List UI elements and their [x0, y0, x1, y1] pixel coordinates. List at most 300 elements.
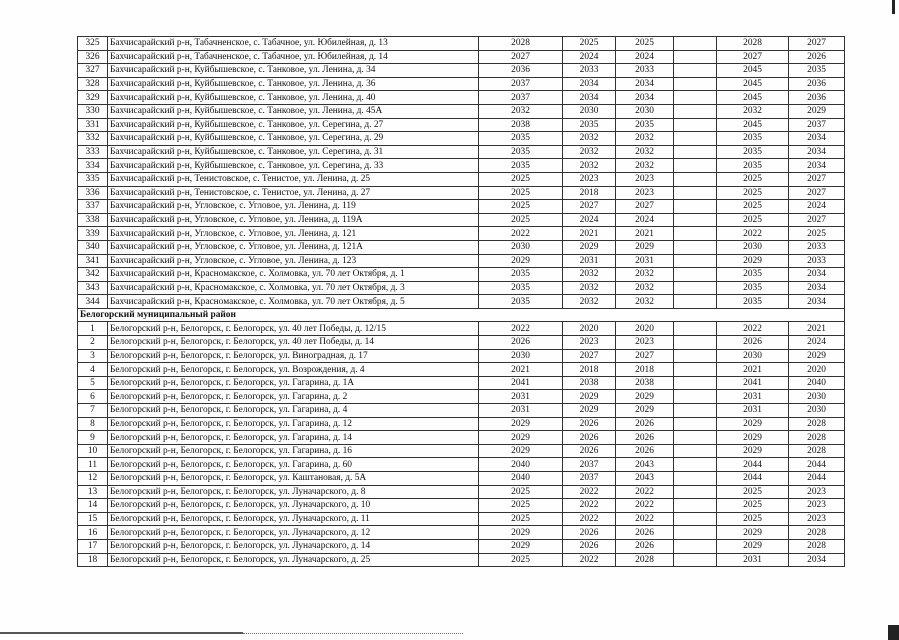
cell-y1: 2037	[479, 91, 563, 105]
table-row	[78, 485, 845, 499]
cell-num: 2	[78, 336, 108, 350]
cell-y3: 2025	[616, 37, 674, 51]
cell-y5: 2035	[717, 159, 789, 173]
cell-y2: 2033	[563, 64, 616, 78]
cell-addr: Бахчисарайский р-н, Куйбышевское, с. Танковое, ул. Серегина, д. 29	[108, 132, 479, 146]
cell-y5: 2035	[717, 281, 789, 295]
cell-y6: 2034	[789, 132, 845, 146]
cell-y2: 2024	[563, 213, 616, 227]
cell-y5: 2045	[717, 64, 789, 78]
scan-bottom-dots	[243, 633, 463, 634]
cell-num: 325	[78, 37, 108, 51]
cell-num: 327	[78, 64, 108, 78]
cell-num: 338	[78, 213, 108, 227]
cell-y6: 2040	[789, 376, 845, 390]
cell-num: 7	[78, 404, 108, 418]
cell-y5: 2029	[717, 526, 789, 540]
cell-y3: 2024	[616, 213, 674, 227]
cell-y3: 2029	[616, 404, 674, 418]
cell-y5: 2022	[717, 322, 789, 336]
cell-y5: 2029	[717, 431, 789, 445]
table-row	[78, 472, 845, 486]
cell-y5: 2029	[717, 539, 789, 553]
cell-y4	[674, 512, 717, 526]
cell-y5: 2025	[717, 485, 789, 499]
scan-bottom-line	[0, 632, 243, 634]
cell-y4	[674, 499, 717, 513]
cell-y4	[674, 322, 717, 336]
cell-y6: 2028	[789, 444, 845, 458]
cell-y2: 2021	[563, 227, 616, 241]
cell-y2: 2029	[563, 240, 616, 254]
cell-y1: 2031	[479, 390, 563, 404]
cell-y5: 2021	[717, 363, 789, 377]
cell-y6: 2034	[789, 145, 845, 159]
cell-y4	[674, 159, 717, 173]
cell-y2: 2037	[563, 458, 616, 472]
cell-num: 10	[78, 444, 108, 458]
table-row	[78, 268, 845, 282]
cell-y1: 2026	[479, 336, 563, 350]
cell-y1: 2030	[479, 240, 563, 254]
cell-num: 343	[78, 281, 108, 295]
cell-y6: 2023	[789, 485, 845, 499]
cell-num: 3	[78, 349, 108, 363]
cell-y6: 2029	[789, 104, 845, 118]
cell-y2: 2025	[563, 37, 616, 51]
cell-addr: Бахчисарайский р-н, Тенистовское, с. Тенистое, ул. Ленина, д. 27	[108, 186, 479, 200]
table-row	[78, 37, 845, 51]
cell-addr: Белогорский р-н, Белогорск, г. Белогорск, ул. Гагарина, д. 60	[108, 458, 479, 472]
cell-y4	[674, 431, 717, 445]
section-header-row	[78, 308, 845, 322]
cell-addr: Бахчисарайский р-н, Куйбышевское, с. Танковое, ул. Серегина, д. 27	[108, 118, 479, 132]
cell-y2: 2022	[563, 499, 616, 513]
cell-addr: Белогорский р-н, Белогорск, г. Белогорск, ул. Каштановая, д. 5А	[108, 472, 479, 486]
cell-num: 340	[78, 240, 108, 254]
table-row	[78, 240, 845, 254]
cell-y2: 2022	[563, 512, 616, 526]
cell-y6: 2033	[789, 254, 845, 268]
table-row	[78, 336, 845, 350]
cell-y5: 2030	[717, 240, 789, 254]
cell-y1: 2035	[479, 132, 563, 146]
cell-y4	[674, 539, 717, 553]
cell-addr: Бахчисарайский р-н, Куйбышевское, с. Танковое, ул. Серегина, д. 33	[108, 159, 479, 173]
cell-y5: 2045	[717, 77, 789, 91]
cell-y3: 2026	[616, 526, 674, 540]
cell-y3: 2029	[616, 390, 674, 404]
cell-y6: 2023	[789, 512, 845, 526]
cell-y4	[674, 118, 717, 132]
cell-y3: 2029	[616, 240, 674, 254]
cell-y4	[674, 50, 717, 64]
table-row	[78, 254, 845, 268]
cell-y5: 2035	[717, 132, 789, 146]
table-row	[78, 200, 845, 214]
cell-y6: 2026	[789, 50, 845, 64]
table-row	[78, 349, 845, 363]
cell-y4	[674, 91, 717, 105]
cell-y1: 2025	[479, 186, 563, 200]
cell-y3: 2026	[616, 539, 674, 553]
cell-addr: Белогорский р-н, Белогорск, г. Белогорск, ул. Гагарина, д. 12	[108, 417, 479, 431]
cell-y5: 2025	[717, 172, 789, 186]
cell-y6: 2024	[789, 200, 845, 214]
cell-y3: 2038	[616, 376, 674, 390]
cell-y4	[674, 172, 717, 186]
cell-y3: 2022	[616, 512, 674, 526]
cell-y6: 2028	[789, 526, 845, 540]
cell-y4	[674, 526, 717, 540]
cell-y5: 2025	[717, 499, 789, 513]
cell-addr: Бахчисарайский р-н, Табачненское, с. Табачное, ул. Юбилейная, д. 13	[108, 37, 479, 51]
cell-y2: 2032	[563, 132, 616, 146]
cell-y4	[674, 37, 717, 51]
cell-y5: 2032	[717, 104, 789, 118]
cell-y4	[674, 64, 717, 78]
cell-y3: 2020	[616, 322, 674, 336]
cell-addr: Белогорский р-н, Белогорск, г. Белогорск, ул. Луначарского, д. 25	[108, 553, 479, 567]
cell-y2: 2018	[563, 363, 616, 377]
cell-y3: 2026	[616, 417, 674, 431]
cell-y2: 2030	[563, 104, 616, 118]
cell-y1: 2025	[479, 553, 563, 567]
table-row	[78, 404, 845, 418]
cell-y1: 2035	[479, 145, 563, 159]
cell-y4	[674, 336, 717, 350]
cell-y1: 2029	[479, 444, 563, 458]
cell-y5: 2029	[717, 444, 789, 458]
cell-y6: 2036	[789, 77, 845, 91]
cell-addr: Бахчисарайский р-н, Куйбышевское, с. Танковое, ул. Ленина, д. 34	[108, 64, 479, 78]
cell-y1: 2025	[479, 512, 563, 526]
cell-num: 331	[78, 118, 108, 132]
cell-y1: 2022	[479, 322, 563, 336]
cell-y6: 2030	[789, 404, 845, 418]
cell-y4	[674, 363, 717, 377]
cell-y1: 2027	[479, 50, 563, 64]
cell-y2: 2022	[563, 485, 616, 499]
table-row	[78, 159, 845, 173]
cell-num: 14	[78, 499, 108, 513]
cell-y2: 2023	[563, 336, 616, 350]
cell-y3: 2034	[616, 77, 674, 91]
cell-addr: Бахчисарайский р-н, Табачненское, с. Табачное, ул. Юбилейная, д. 14	[108, 50, 479, 64]
cell-y1: 2041	[479, 376, 563, 390]
cell-y6: 2034	[789, 295, 845, 309]
cell-y3: 2018	[616, 363, 674, 377]
cell-y6: 2027	[789, 172, 845, 186]
cell-y5: 2025	[717, 200, 789, 214]
cell-y4	[674, 200, 717, 214]
cell-y3: 2034	[616, 91, 674, 105]
cell-y1: 2025	[479, 213, 563, 227]
cell-y3: 2032	[616, 295, 674, 309]
table-row	[78, 132, 845, 146]
cell-y1: 2031	[479, 404, 563, 418]
cell-y1: 2040	[479, 458, 563, 472]
table-row	[78, 322, 845, 336]
cell-y4	[674, 458, 717, 472]
cell-y3: 2026	[616, 444, 674, 458]
cell-y2: 2024	[563, 50, 616, 64]
cell-y3: 2022	[616, 485, 674, 499]
cell-y3: 2032	[616, 159, 674, 173]
cell-addr: Белогорский р-н, Белогорск, г. Белогорск, ул. Гагарина, д. 1А	[108, 376, 479, 390]
cell-y1: 2028	[479, 37, 563, 51]
cell-y2: 2032	[563, 268, 616, 282]
cell-y4	[674, 404, 717, 418]
cell-y1: 2037	[479, 77, 563, 91]
cell-y2: 2029	[563, 390, 616, 404]
cell-num: 16	[78, 526, 108, 540]
housing-repair-schedule-table	[77, 36, 845, 567]
cell-y2: 2032	[563, 145, 616, 159]
cell-y6: 2024	[789, 336, 845, 350]
cell-y6: 2036	[789, 91, 845, 105]
cell-y2: 2026	[563, 431, 616, 445]
cell-addr: Белогорский р-н, Белогорск, г. Белогорск, ул. Виноградная, д. 17	[108, 349, 479, 363]
table-row	[78, 512, 845, 526]
cell-y3: 2027	[616, 349, 674, 363]
cell-y5: 2035	[717, 145, 789, 159]
cell-y1: 2035	[479, 159, 563, 173]
cell-y5: 2022	[717, 227, 789, 241]
cell-y2: 2027	[563, 349, 616, 363]
cell-y4	[674, 349, 717, 363]
cell-num: 341	[78, 254, 108, 268]
cell-addr: Бахчисарайский р-н, Тенистовское, с. Тенистое, ул. Ленина, д. 25	[108, 172, 479, 186]
cell-num: 9	[78, 431, 108, 445]
cell-y3: 2032	[616, 132, 674, 146]
cell-y3: 2032	[616, 145, 674, 159]
cell-y5: 2029	[717, 254, 789, 268]
cell-y3: 2026	[616, 431, 674, 445]
cell-y1: 2029	[479, 417, 563, 431]
cell-num: 333	[78, 145, 108, 159]
cell-y2: 2037	[563, 472, 616, 486]
cell-y1: 2025	[479, 172, 563, 186]
cell-y6: 2028	[789, 539, 845, 553]
cell-y3: 2043	[616, 472, 674, 486]
cell-y6: 2034	[789, 159, 845, 173]
section-title: Белогорский муниципальный район	[78, 308, 845, 322]
cell-addr: Бахчисарайский р-н, Куйбышевское, с. Танковое, ул. Серегина, д. 31	[108, 145, 479, 159]
cell-y4	[674, 295, 717, 309]
cell-y6: 2033	[789, 240, 845, 254]
cell-y3: 2023	[616, 336, 674, 350]
cell-y6: 2028	[789, 431, 845, 445]
table-row	[78, 172, 845, 186]
cell-y1: 2025	[479, 499, 563, 513]
cell-y3: 2033	[616, 64, 674, 78]
cell-y4	[674, 132, 717, 146]
cell-addr: Белогорский р-н, Белогорск, г. Белогорск, ул. Гагарина, д. 2	[108, 390, 479, 404]
cell-y3: 2028	[616, 553, 674, 567]
cell-y4	[674, 268, 717, 282]
cell-addr: Бахчисарайский р-н, Красномакское, с. Холмовка, ул. 70 лет Октября, д. 5	[108, 295, 479, 309]
cell-y1: 2022	[479, 227, 563, 241]
cell-y1: 2038	[479, 118, 563, 132]
cell-num: 330	[78, 104, 108, 118]
cell-y2: 2034	[563, 91, 616, 105]
cell-y4	[674, 390, 717, 404]
cell-addr: Бахчисарайский р-н, Угловское, с. Угловое, ул. Ленина, д. 121А	[108, 240, 479, 254]
cell-addr: Белогорский р-н, Белогорск, г. Белогорск, ул. Луначарского, д. 14	[108, 539, 479, 553]
cell-y3: 2030	[616, 104, 674, 118]
cell-addr: Белогорский р-н, Белогорск, г. Белогорск, ул. Возрождения, д. 4	[108, 363, 479, 377]
cell-y6: 2034	[789, 281, 845, 295]
scan-edge-mark	[892, 0, 895, 14]
cell-y4	[674, 281, 717, 295]
cell-y1: 2035	[479, 295, 563, 309]
table-body	[78, 37, 845, 567]
cell-y1: 2025	[479, 485, 563, 499]
cell-y4	[674, 254, 717, 268]
table-row	[78, 444, 845, 458]
cell-y3: 2027	[616, 200, 674, 214]
cell-addr: Белогорский р-н, Белогорск, г. Белогорск, ул. Луначарского, д. 10	[108, 499, 479, 513]
cell-y6: 2021	[789, 322, 845, 336]
cell-y4	[674, 104, 717, 118]
cell-y4	[674, 485, 717, 499]
cell-addr: Белогорский р-н, Белогорск, г. Белогорск, ул. Гагарина, д. 16	[108, 444, 479, 458]
table-row	[78, 104, 845, 118]
cell-y3: 2035	[616, 118, 674, 132]
cell-addr: Бахчисарайский р-н, Угловское, с. Угловое, ул. Ленина, д. 119	[108, 200, 479, 214]
cell-y3: 2043	[616, 458, 674, 472]
cell-y4	[674, 186, 717, 200]
cell-y3: 2032	[616, 268, 674, 282]
cell-y4	[674, 213, 717, 227]
cell-y5: 2035	[717, 268, 789, 282]
cell-num: 18	[78, 553, 108, 567]
cell-y1: 2040	[479, 472, 563, 486]
cell-y5: 2030	[717, 349, 789, 363]
cell-addr: Бахчисарайский р-н, Красномакское, с. Холмовка, ул. 70 лет Октября, д. 1	[108, 268, 479, 282]
cell-num: 332	[78, 132, 108, 146]
cell-y6: 2044	[789, 472, 845, 486]
table-row	[78, 526, 845, 540]
cell-y5: 2028	[717, 37, 789, 51]
cell-y2: 2026	[563, 444, 616, 458]
cell-addr: Бахчисарайский р-н, Угловское, с. Угловое, ул. Ленина, д. 123	[108, 254, 479, 268]
cell-y6: 2020	[789, 363, 845, 377]
cell-num: 339	[78, 227, 108, 241]
cell-y6: 2027	[789, 213, 845, 227]
cell-num: 342	[78, 268, 108, 282]
cell-addr: Белогорский р-н, Белогорск, г. Белогорск, ул. Гагарина, д. 4	[108, 404, 479, 418]
cell-y4	[674, 376, 717, 390]
cell-y2: 2027	[563, 200, 616, 214]
cell-y3: 2032	[616, 281, 674, 295]
scan-corner-mark	[888, 625, 899, 640]
cell-y6: 2044	[789, 458, 845, 472]
cell-addr: Бахчисарайский р-н, Красномакское, с. Холмовка, ул. 70 лет Октября, д. 3	[108, 281, 479, 295]
cell-y6: 2025	[789, 227, 845, 241]
table-row	[78, 186, 845, 200]
cell-y2: 2022	[563, 553, 616, 567]
table-row	[78, 376, 845, 390]
cell-y2: 2032	[563, 159, 616, 173]
cell-num: 15	[78, 512, 108, 526]
cell-num: 337	[78, 200, 108, 214]
cell-y5: 2025	[717, 213, 789, 227]
cell-y5: 2045	[717, 118, 789, 132]
cell-y3: 2031	[616, 254, 674, 268]
cell-y1: 2036	[479, 64, 563, 78]
cell-y5: 2035	[717, 295, 789, 309]
cell-y4	[674, 145, 717, 159]
cell-y6: 2023	[789, 499, 845, 513]
cell-y5: 2026	[717, 336, 789, 350]
cell-y3: 2023	[616, 172, 674, 186]
cell-addr: Бахчисарайский р-н, Куйбышевское, с. Танковое, ул. Ленина, д. 36	[108, 77, 479, 91]
cell-y5: 2027	[717, 50, 789, 64]
cell-num: 335	[78, 172, 108, 186]
cell-y5: 2044	[717, 472, 789, 486]
cell-num: 13	[78, 485, 108, 499]
table-row	[78, 64, 845, 78]
cell-y2: 2034	[563, 77, 616, 91]
cell-y1: 2032	[479, 104, 563, 118]
cell-y5: 2025	[717, 512, 789, 526]
cell-y4	[674, 417, 717, 431]
cell-y2: 2029	[563, 404, 616, 418]
cell-y3: 2021	[616, 227, 674, 241]
cell-addr: Белогорский р-н, Белогорск, г. Белогорск, ул. Гагарина, д. 14	[108, 431, 479, 445]
cell-y2: 2023	[563, 172, 616, 186]
cell-y5: 2041	[717, 376, 789, 390]
cell-addr: Белогорский р-н, Белогорск, г. Белогорск, ул. Луначарского, д. 11	[108, 512, 479, 526]
cell-y1: 2035	[479, 268, 563, 282]
cell-y5: 2031	[717, 390, 789, 404]
table-row	[78, 227, 845, 241]
cell-y1: 2029	[479, 526, 563, 540]
cell-y6: 2028	[789, 417, 845, 431]
cell-y5: 2031	[717, 404, 789, 418]
cell-y5: 2045	[717, 91, 789, 105]
cell-y6: 2037	[789, 118, 845, 132]
cell-num: 344	[78, 295, 108, 309]
cell-y3: 2023	[616, 186, 674, 200]
cell-num: 6	[78, 390, 108, 404]
cell-y6: 2027	[789, 37, 845, 51]
cell-y2: 2038	[563, 376, 616, 390]
cell-num: 336	[78, 186, 108, 200]
cell-num: 5	[78, 376, 108, 390]
cell-num: 326	[78, 50, 108, 64]
cell-y6: 2030	[789, 390, 845, 404]
table-row	[78, 50, 845, 64]
cell-y5: 2029	[717, 417, 789, 431]
table-row	[78, 458, 845, 472]
cell-num: 12	[78, 472, 108, 486]
cell-y4	[674, 472, 717, 486]
cell-y2: 2026	[563, 526, 616, 540]
cell-y3: 2022	[616, 499, 674, 513]
cell-y1: 2030	[479, 349, 563, 363]
cell-num: 329	[78, 91, 108, 105]
cell-y4	[674, 553, 717, 567]
table-row	[78, 118, 845, 132]
table-row	[78, 553, 845, 567]
cell-y1: 2025	[479, 200, 563, 214]
table-row	[78, 281, 845, 295]
cell-y4	[674, 240, 717, 254]
table-row	[78, 431, 845, 445]
